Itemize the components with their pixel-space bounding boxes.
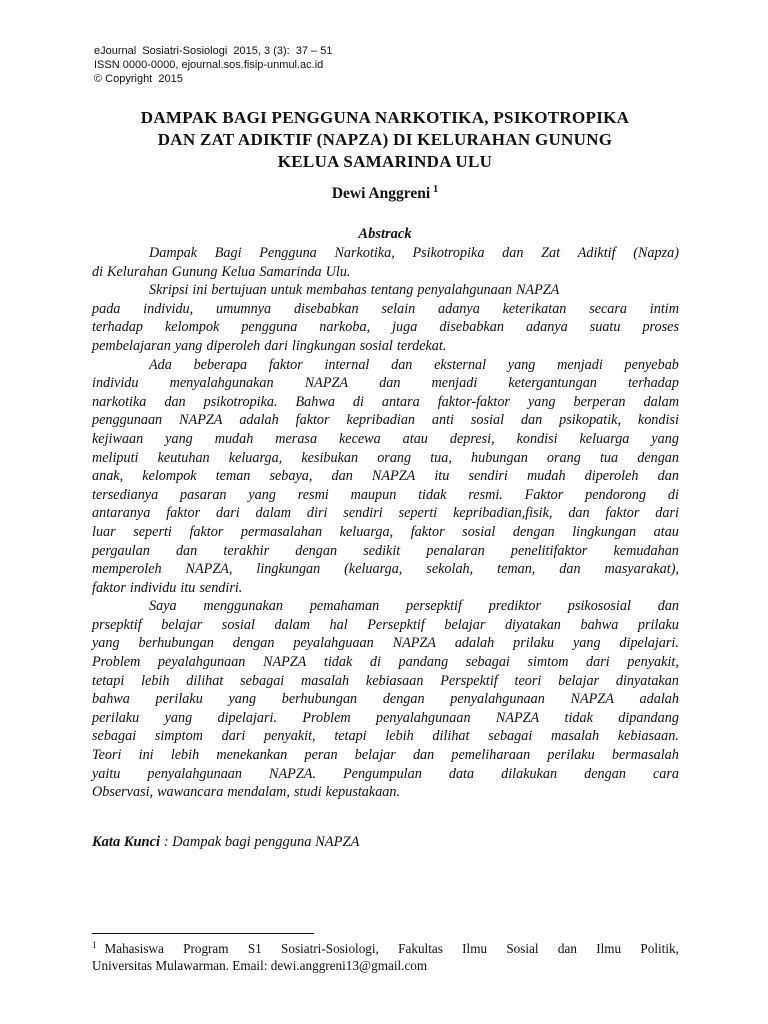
abstract-heading: Abstrack	[358, 226, 412, 242]
footnote	[92, 940, 679, 974]
abstract-line: Observasi, wawancara mendalam, studi kepustakaan.	[92, 784, 401, 801]
abstract-line: Skripsi ini bertujuan untuk membahas tentang penyalahgunaan NAPZA	[149, 282, 560, 299]
author-footnote-marker: 1	[433, 183, 439, 195]
abstract-line: pada individu, umumnya disebabkan selain adanya keterikatan secara intim	[92, 300, 679, 317]
footnote-word: Program	[183, 941, 229, 956]
abstract-line: Ada beberapa faktor internal dan eksternal yang menjadi penyebab	[149, 356, 679, 373]
abstract-line: tersedianya pasaran yang resmi maupun tidak resmi. Faktor pendorong di	[92, 486, 679, 503]
journal-copyright: © Copyright 2015	[94, 73, 183, 85]
abstract-line: pergaulan dan terakhir dengan sedikit penalaran penelitifaktor kemudahan	[92, 542, 679, 559]
footnote-text: $^1$ Mahasiswa	[92, 939, 164, 956]
footnote-word: Fakultas	[398, 941, 443, 956]
footnote-word: Sosial	[506, 941, 539, 956]
abstract-line: faktor individu itu sendiri.	[92, 579, 243, 596]
abstract-line: Saya menggunakan pemahaman persepktif prediktor psikososial dan	[149, 598, 679, 615]
footnote-divider	[92, 933, 314, 934]
abstract-line: sebagai simptom dari penyakit, tetapi lebih dilihat sebagai masalah kebiasaan.	[92, 728, 679, 745]
title-line: DAN ZAT ADIKTIF (NAPZA) DI KELURAHAN GUNUNG	[157, 130, 613, 149]
abstract-line: terhadap kelompok pengguna narkoba, juga disebabkan adanya suatu proses	[92, 319, 679, 336]
paper-title	[90, 107, 680, 173]
abstract-line: perilaku yang dipelajari. Problem penyalahgunaan NAPZA tidak dipandang	[92, 709, 679, 726]
abstract-line: kejiwaan yang mudah merasa kecewa atau depresi, kondisi keluarga yang	[92, 430, 679, 447]
footnote-line: Universitas Mulawarman. Email: dewi.anggreni13@gmail.com	[92, 958, 428, 973]
keywords-label: Kata Kunci	[92, 834, 161, 850]
footnote-word: Ilmu	[596, 941, 622, 956]
abstract-line: pembelajaran yang diperoleh dari lingkungan sosial terdekat.	[92, 337, 447, 354]
title-line: DAMPAK BAGI PENGGUNA NARKOTIKA, PSIKOTROPIKA	[140, 108, 630, 127]
footnote-word: Sosiatri-Sosiologi,	[281, 941, 379, 956]
title-line: KELUA SAMARINDA ULU	[277, 152, 493, 171]
journal-header	[94, 44, 594, 86]
keywords-text: : Dampak bagi pengguna NAPZA	[160, 834, 360, 850]
abstract-line: meliputi keutuhan keluarga, kesibukan orang tua, hubungan orang tua dengan	[92, 449, 679, 466]
abstract-body	[92, 244, 679, 802]
abstract-line: penggunaan NAPZA adalah faktor kepribadian anti sosial dan psikopatik, kondisi	[92, 412, 679, 429]
footnote-line	[92, 940, 679, 957]
abstract-line: Problem peyalahgunaan NAPZA tidak di pandang sebagai simtom dari penyakit,	[92, 654, 679, 671]
abstract-line: prsepktif belajar sosial dalam hal Persepktif belajar diyatakan bahwa prilaku	[92, 616, 679, 633]
abstract-line: bahwa perilaku yang berhubungan dengan penyalahgunaan NAPZA adalah	[92, 691, 679, 708]
abstract-line: Teori ini lebih menekankan peran belajar dan pemeliharaan perilaku bermasalah	[92, 747, 679, 764]
abstract-line: tetapi lebih dilihat sebagai masalah kebiasaan Perspektif teori belajar dinyatakan	[92, 672, 679, 689]
author-line	[90, 185, 680, 203]
abstract-line: luar seperti faktor permasalahan keluarga, faktor sosial dengan lingkungan atau	[92, 523, 679, 540]
footnote-word: Ilmu	[462, 941, 488, 956]
abstract-line: anak, kelompok teman sebaya, dan NAPZA itu sendiri mudah diperoleh dan	[92, 468, 679, 485]
journal-citation: eJournal Sosiatri-Sosiologi 2015, 3 (3): 37 – 51	[94, 45, 333, 57]
footnote-word: Politik,	[640, 941, 679, 956]
footnote-marker: 1	[92, 939, 97, 950]
abstract-line: antaranya faktor dari dalam diri sendiri seperti kepribadian,fisik, dan faktor dari	[92, 505, 679, 522]
abstract-line: yang berhubungan dengan peyalahguaan NAPZA adalah prilaku yang dipelajari.	[92, 635, 679, 652]
abstract-line: individu menyalahgunakan NAPZA dan menjadi ketergantungan terhadap	[92, 375, 679, 392]
abstract-line: di Kelurahan Gunung Kelua Samarinda Ulu.	[92, 263, 351, 280]
abstract-line: memperoleh NAPZA, lingkungan (keluarga, sekolah, teman, dan masyarakat),	[92, 561, 679, 578]
keywords-line	[92, 834, 682, 851]
abstract-line: yaitu penyalahgunaan NAPZA. Pengumpulan data dilakukan dengan cara	[92, 765, 679, 782]
abstract-line: Dampak Bagi Pengguna Narkotika, Psikotropika dan Zat Adiktif (Napza)	[149, 245, 679, 261]
journal-issn: ISSN 0000-0000, ejournal.sos.fisip-unmul.ac.id	[94, 59, 324, 71]
author-name: Dewi Anggreni	[331, 185, 431, 202]
footnote-word: S1	[247, 941, 262, 956]
footnote-word: dan	[557, 941, 577, 956]
abstract-line: narkotika dan psikotropika. Bahwa di antara faktor-faktor yang berperan dalam	[92, 393, 679, 410]
